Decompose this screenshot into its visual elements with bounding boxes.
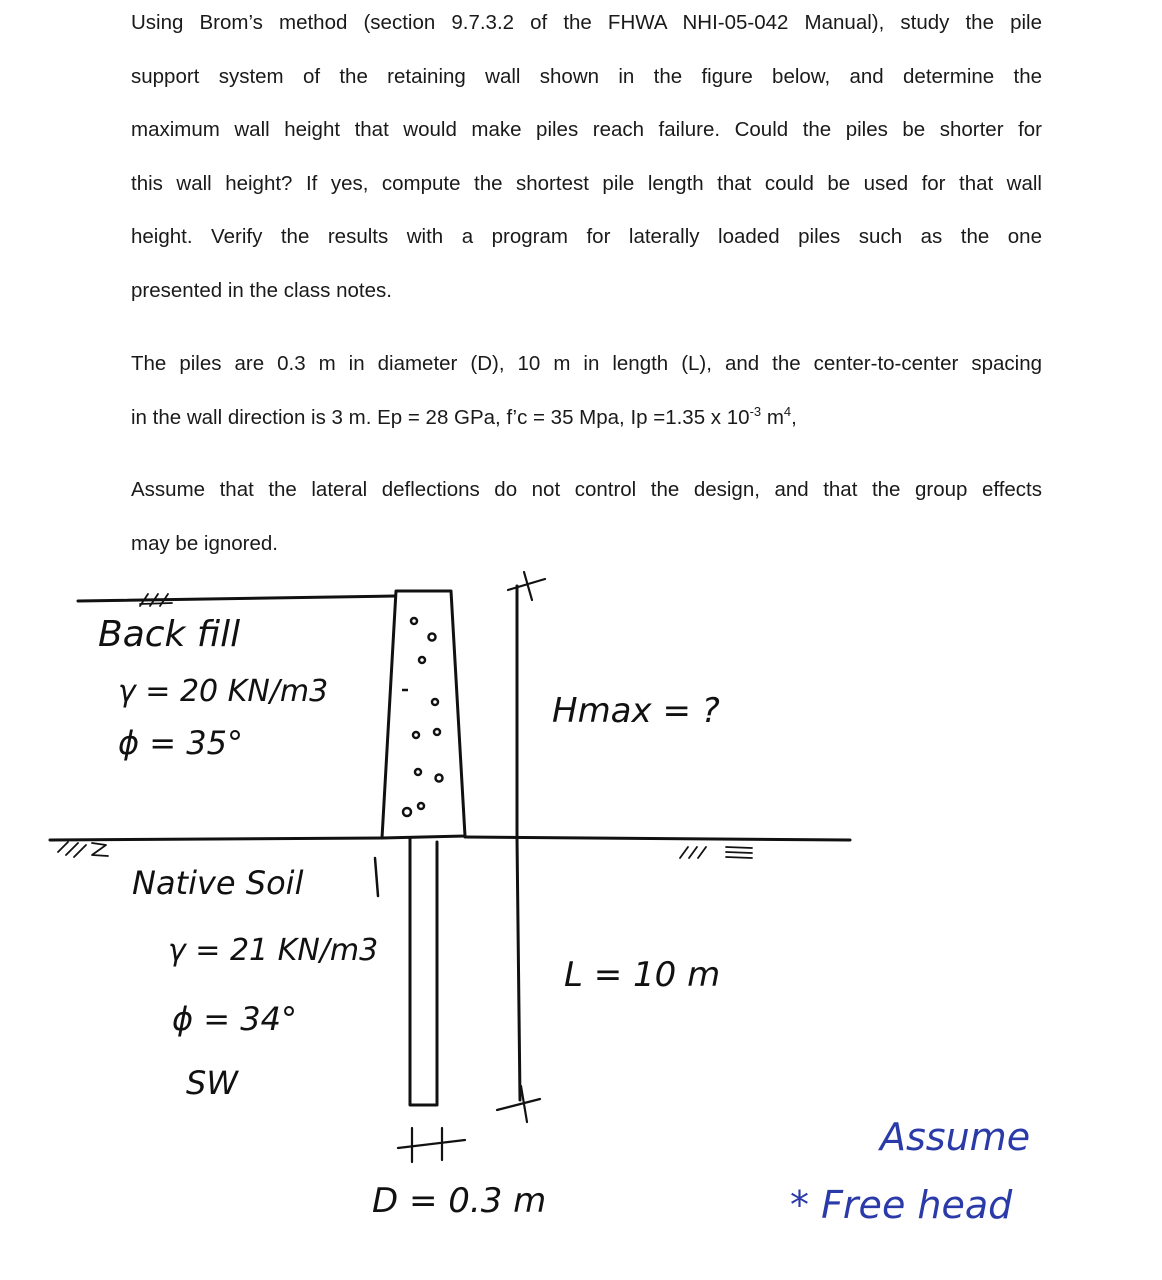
text-line: this wall height? If yes, compute the shortest pile length that could be used for that wall (131, 171, 1042, 195)
text-line: may be ignored. (131, 531, 279, 555)
text-line: support system of the retaining wall shown in the figure below, and determine the (131, 64, 1042, 88)
text-line: The piles are 0.3 m in diameter (D), 10 m in length (L), and the center-to-center spacing (131, 352, 1042, 375)
ground-hatch-icon (680, 847, 752, 858)
pile-diameter-label: D = 0.3 m (372, 1181, 547, 1221)
dimension-tick-icon (508, 572, 545, 600)
native-soil-friction-angle: ϕ = 34° (172, 1000, 297, 1038)
text-segment: in the wall direction is 3 m. Ep = 28 GPa, f’c = 35 Mpa, Ip =1.35 x 10 (131, 405, 750, 429)
assumption-paragraph (131, 463, 1042, 570)
text-line (131, 391, 1042, 445)
diameter-marker-icon (398, 1128, 465, 1162)
text-line: Using Brom’s method (section 9.7.3.2 of the FHWA NHI-05-042 Manual), study the pile (131, 11, 1042, 34)
pile-shaft (410, 838, 437, 1105)
pile-properties-paragraph (131, 337, 1042, 444)
native-soil-title: Native Soil (132, 864, 304, 902)
problem-paragraph (131, 0, 1042, 318)
exponent: 4 (783, 403, 792, 419)
pile-length-label: L = 10 m (564, 955, 721, 995)
hmax-label: Hmax = ? (552, 691, 720, 731)
exponent: -3 (749, 403, 762, 419)
soil-label-bracket (375, 858, 378, 896)
text-line: presented in the class notes. (131, 278, 392, 302)
free-head-note: * Free head (790, 1183, 1013, 1227)
text-line: Assume that the lateral deflections do not control the design, and that the group effects (131, 478, 1042, 501)
retaining-wall-stem (382, 591, 465, 838)
backfill-friction-angle: ϕ = 35° (118, 724, 243, 762)
retaining-wall-sketch (0, 560, 1162, 1280)
text-line: maximum wall height that would make piles reach failure. Could the piles be shorter for (131, 118, 1042, 142)
ground-hatch-icon (58, 842, 108, 857)
assume-note: Assume (880, 1115, 1031, 1159)
native-soil-classification: SW (186, 1064, 238, 1102)
text-segment: m (761, 405, 784, 429)
native-soil-unit-weight: γ = 21 KN/m3 (168, 933, 379, 968)
wall-aggregate (403, 618, 443, 816)
backfill-unit-weight: γ = 20 KN/m3 (118, 674, 329, 709)
length-dimension-line (517, 838, 520, 1100)
text-line: height. Verify the results with a program for laterally loaded piles such as the one (131, 225, 1042, 249)
backfill-title: Back fill (98, 614, 241, 655)
backfill-surface-line (78, 596, 395, 601)
text-segment: , (791, 405, 797, 429)
